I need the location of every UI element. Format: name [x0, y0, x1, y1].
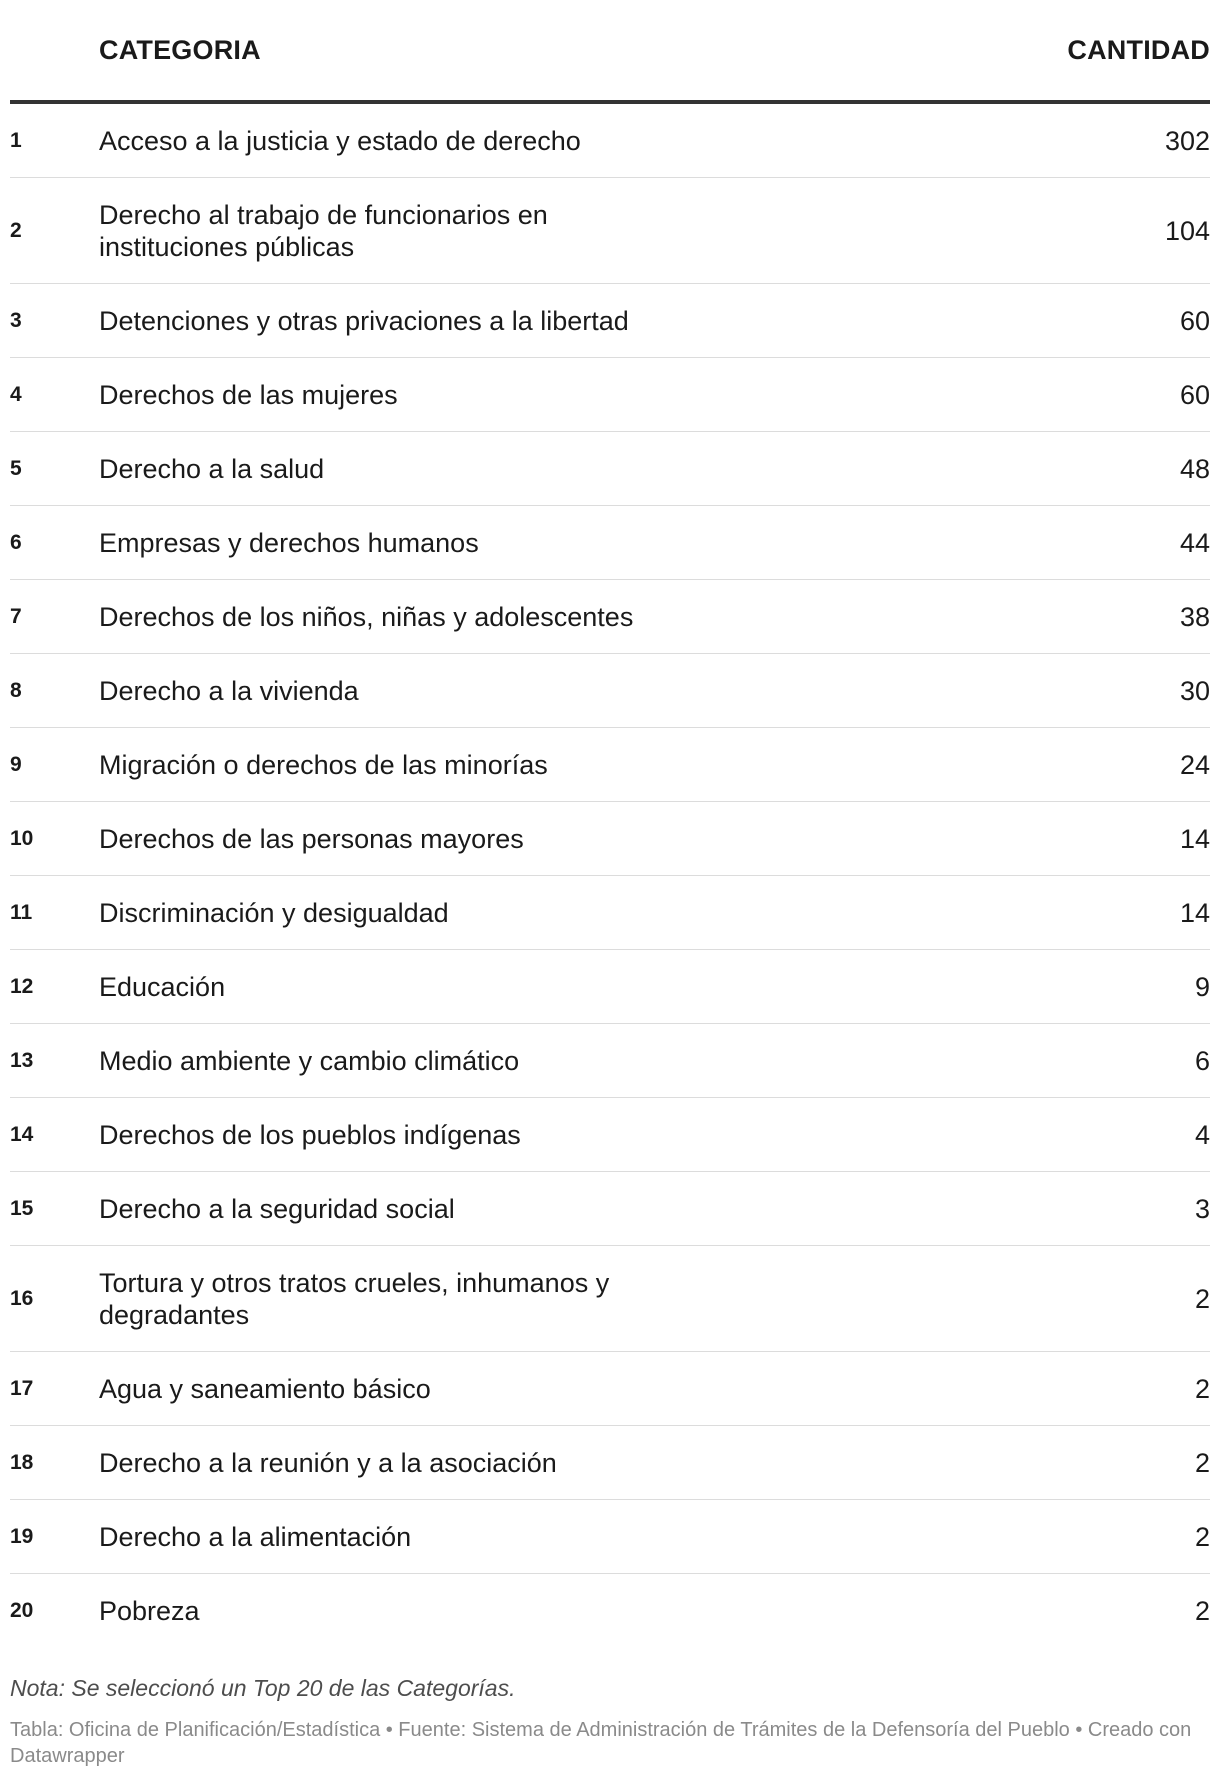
row-category-cell	[99, 950, 990, 1024]
table-row	[10, 178, 1210, 284]
row-category: Migración o derechos de las minorías	[99, 749, 548, 780]
row-rank: 9	[10, 728, 99, 802]
table-row	[10, 580, 1210, 654]
row-category-cell	[99, 876, 990, 950]
table-row	[10, 876, 1210, 950]
row-category: Pobreza	[99, 1595, 200, 1626]
row-category: Derecho a la salud	[99, 453, 325, 484]
header-rank[interactable]	[10, 0, 99, 102]
row-category: Discriminación y desigualdad	[99, 897, 449, 928]
row-category-cell	[99, 1500, 990, 1574]
row-rank: 14	[10, 1098, 99, 1172]
row-rank: 6	[10, 506, 99, 580]
row-value: 9	[990, 950, 1210, 1024]
row-category: Derecho a la reunión y a la asociación	[99, 1447, 557, 1478]
row-category-cell	[99, 1024, 990, 1098]
row-rank: 10	[10, 802, 99, 876]
row-category: Derechos de los niños, niñas y adolescentes	[99, 601, 634, 632]
row-category-cell	[99, 506, 990, 580]
row-category-cell	[99, 358, 990, 432]
row-value: 6	[990, 1024, 1210, 1098]
row-rank: 19	[10, 1500, 99, 1574]
row-category-cell	[99, 432, 990, 506]
row-rank: 12	[10, 950, 99, 1024]
table-row	[10, 1024, 1210, 1098]
row-rank: 8	[10, 654, 99, 728]
table-row	[10, 950, 1210, 1024]
table-row	[10, 358, 1210, 432]
row-category-cell	[99, 178, 990, 284]
table-container	[10, 0, 1210, 1647]
row-rank: 5	[10, 432, 99, 506]
row-category: Agua y saneamiento básico	[99, 1373, 431, 1404]
row-category-cell	[99, 580, 990, 654]
row-category-cell	[99, 728, 990, 802]
row-category: Derecho a la alimentación	[99, 1521, 412, 1552]
table-row	[10, 1352, 1210, 1426]
table-row	[10, 284, 1210, 358]
row-value: 2	[990, 1246, 1210, 1352]
row-value: 2	[990, 1426, 1210, 1500]
row-rank: 18	[10, 1426, 99, 1500]
row-category: Acceso a la justicia y estado de derecho	[99, 125, 581, 156]
header-categoria[interactable]: CATEGORIA	[99, 0, 990, 102]
row-category-cell	[99, 1172, 990, 1246]
row-category: Detenciones y otras privaciones a la libertad	[99, 305, 629, 336]
table-row	[10, 802, 1210, 876]
table-row	[10, 728, 1210, 802]
table-row	[10, 1500, 1210, 1574]
row-rank: 1	[10, 102, 99, 178]
row-category-cell	[99, 802, 990, 876]
row-value: 60	[990, 284, 1210, 358]
row-value: 14	[990, 876, 1210, 950]
data-table	[10, 0, 1210, 1647]
row-value: 14	[990, 802, 1210, 876]
row-category-cell	[99, 1098, 990, 1172]
row-value: 30	[990, 654, 1210, 728]
row-category-cell	[99, 654, 990, 728]
table-row	[10, 102, 1210, 178]
row-value: 104	[990, 178, 1210, 284]
table-header-row	[10, 0, 1210, 102]
row-category-cell	[99, 1246, 990, 1352]
row-category: Medio ambiente y cambio climático	[99, 1045, 520, 1076]
row-value: 4	[990, 1098, 1210, 1172]
row-category: Tortura y otros tratos crueles, inhumanos y degradantes	[99, 1267, 610, 1330]
row-category: Derechos de los pueblos indígenas	[99, 1119, 521, 1150]
table-row	[10, 1426, 1210, 1500]
row-rank: 13	[10, 1024, 99, 1098]
table-row	[10, 1246, 1210, 1352]
table-source: Tabla: Oficina de Planificación/Estadística • Fuente: Sistema de Administración de Trámites de la Defensoría del Pueblo • Creado con Datawrapper	[10, 1719, 1192, 1767]
table-row	[10, 432, 1210, 506]
row-category: Derecho al trabajo de funcionarios en instituciones públicas	[99, 199, 548, 262]
row-value: 24	[990, 728, 1210, 802]
table-row	[10, 1098, 1210, 1172]
row-rank: 17	[10, 1352, 99, 1426]
row-category-cell	[99, 284, 990, 358]
row-category: Educación	[99, 971, 226, 1002]
row-value: 3	[990, 1172, 1210, 1246]
row-rank: 20	[10, 1598, 34, 1622]
table-row	[10, 1172, 1210, 1246]
row-value: 2	[990, 1500, 1210, 1574]
table-row	[10, 654, 1210, 728]
row-value: 60	[990, 358, 1210, 432]
row-value: 44	[990, 506, 1210, 580]
row-category: Empresas y derechos humanos	[99, 527, 479, 558]
row-category-cell	[99, 1426, 990, 1500]
row-rank: 4	[10, 358, 99, 432]
row-value: 2	[1194, 1595, 1210, 1626]
row-category-cell	[99, 1574, 990, 1648]
row-category: Derechos de las mujeres	[99, 379, 398, 410]
row-value: 38	[990, 580, 1210, 654]
table-row	[10, 506, 1210, 580]
row-rank: 15	[10, 1172, 99, 1246]
table-body	[10, 102, 1210, 1647]
row-category: Derechos de las personas mayores	[99, 823, 524, 854]
header-cantidad[interactable]: CANTIDAD	[990, 0, 1210, 102]
table-note: Nota: Se seleccionó un Top 20 de las Categorías.	[10, 1675, 516, 1701]
row-rank: 7	[10, 580, 99, 654]
row-rank: 2	[10, 178, 99, 284]
row-rank: 11	[10, 876, 99, 950]
row-value: 2	[990, 1352, 1210, 1426]
row-category: Derecho a la vivienda	[99, 675, 359, 706]
row-category-cell	[99, 102, 990, 178]
row-rank: 16	[10, 1246, 99, 1352]
row-value: 302	[990, 102, 1210, 178]
row-category: Derecho a la seguridad social	[99, 1193, 455, 1224]
row-category-cell	[99, 1352, 990, 1426]
table-row	[10, 1574, 1210, 1648]
row-value: 48	[990, 432, 1210, 506]
row-rank: 3	[10, 284, 99, 358]
